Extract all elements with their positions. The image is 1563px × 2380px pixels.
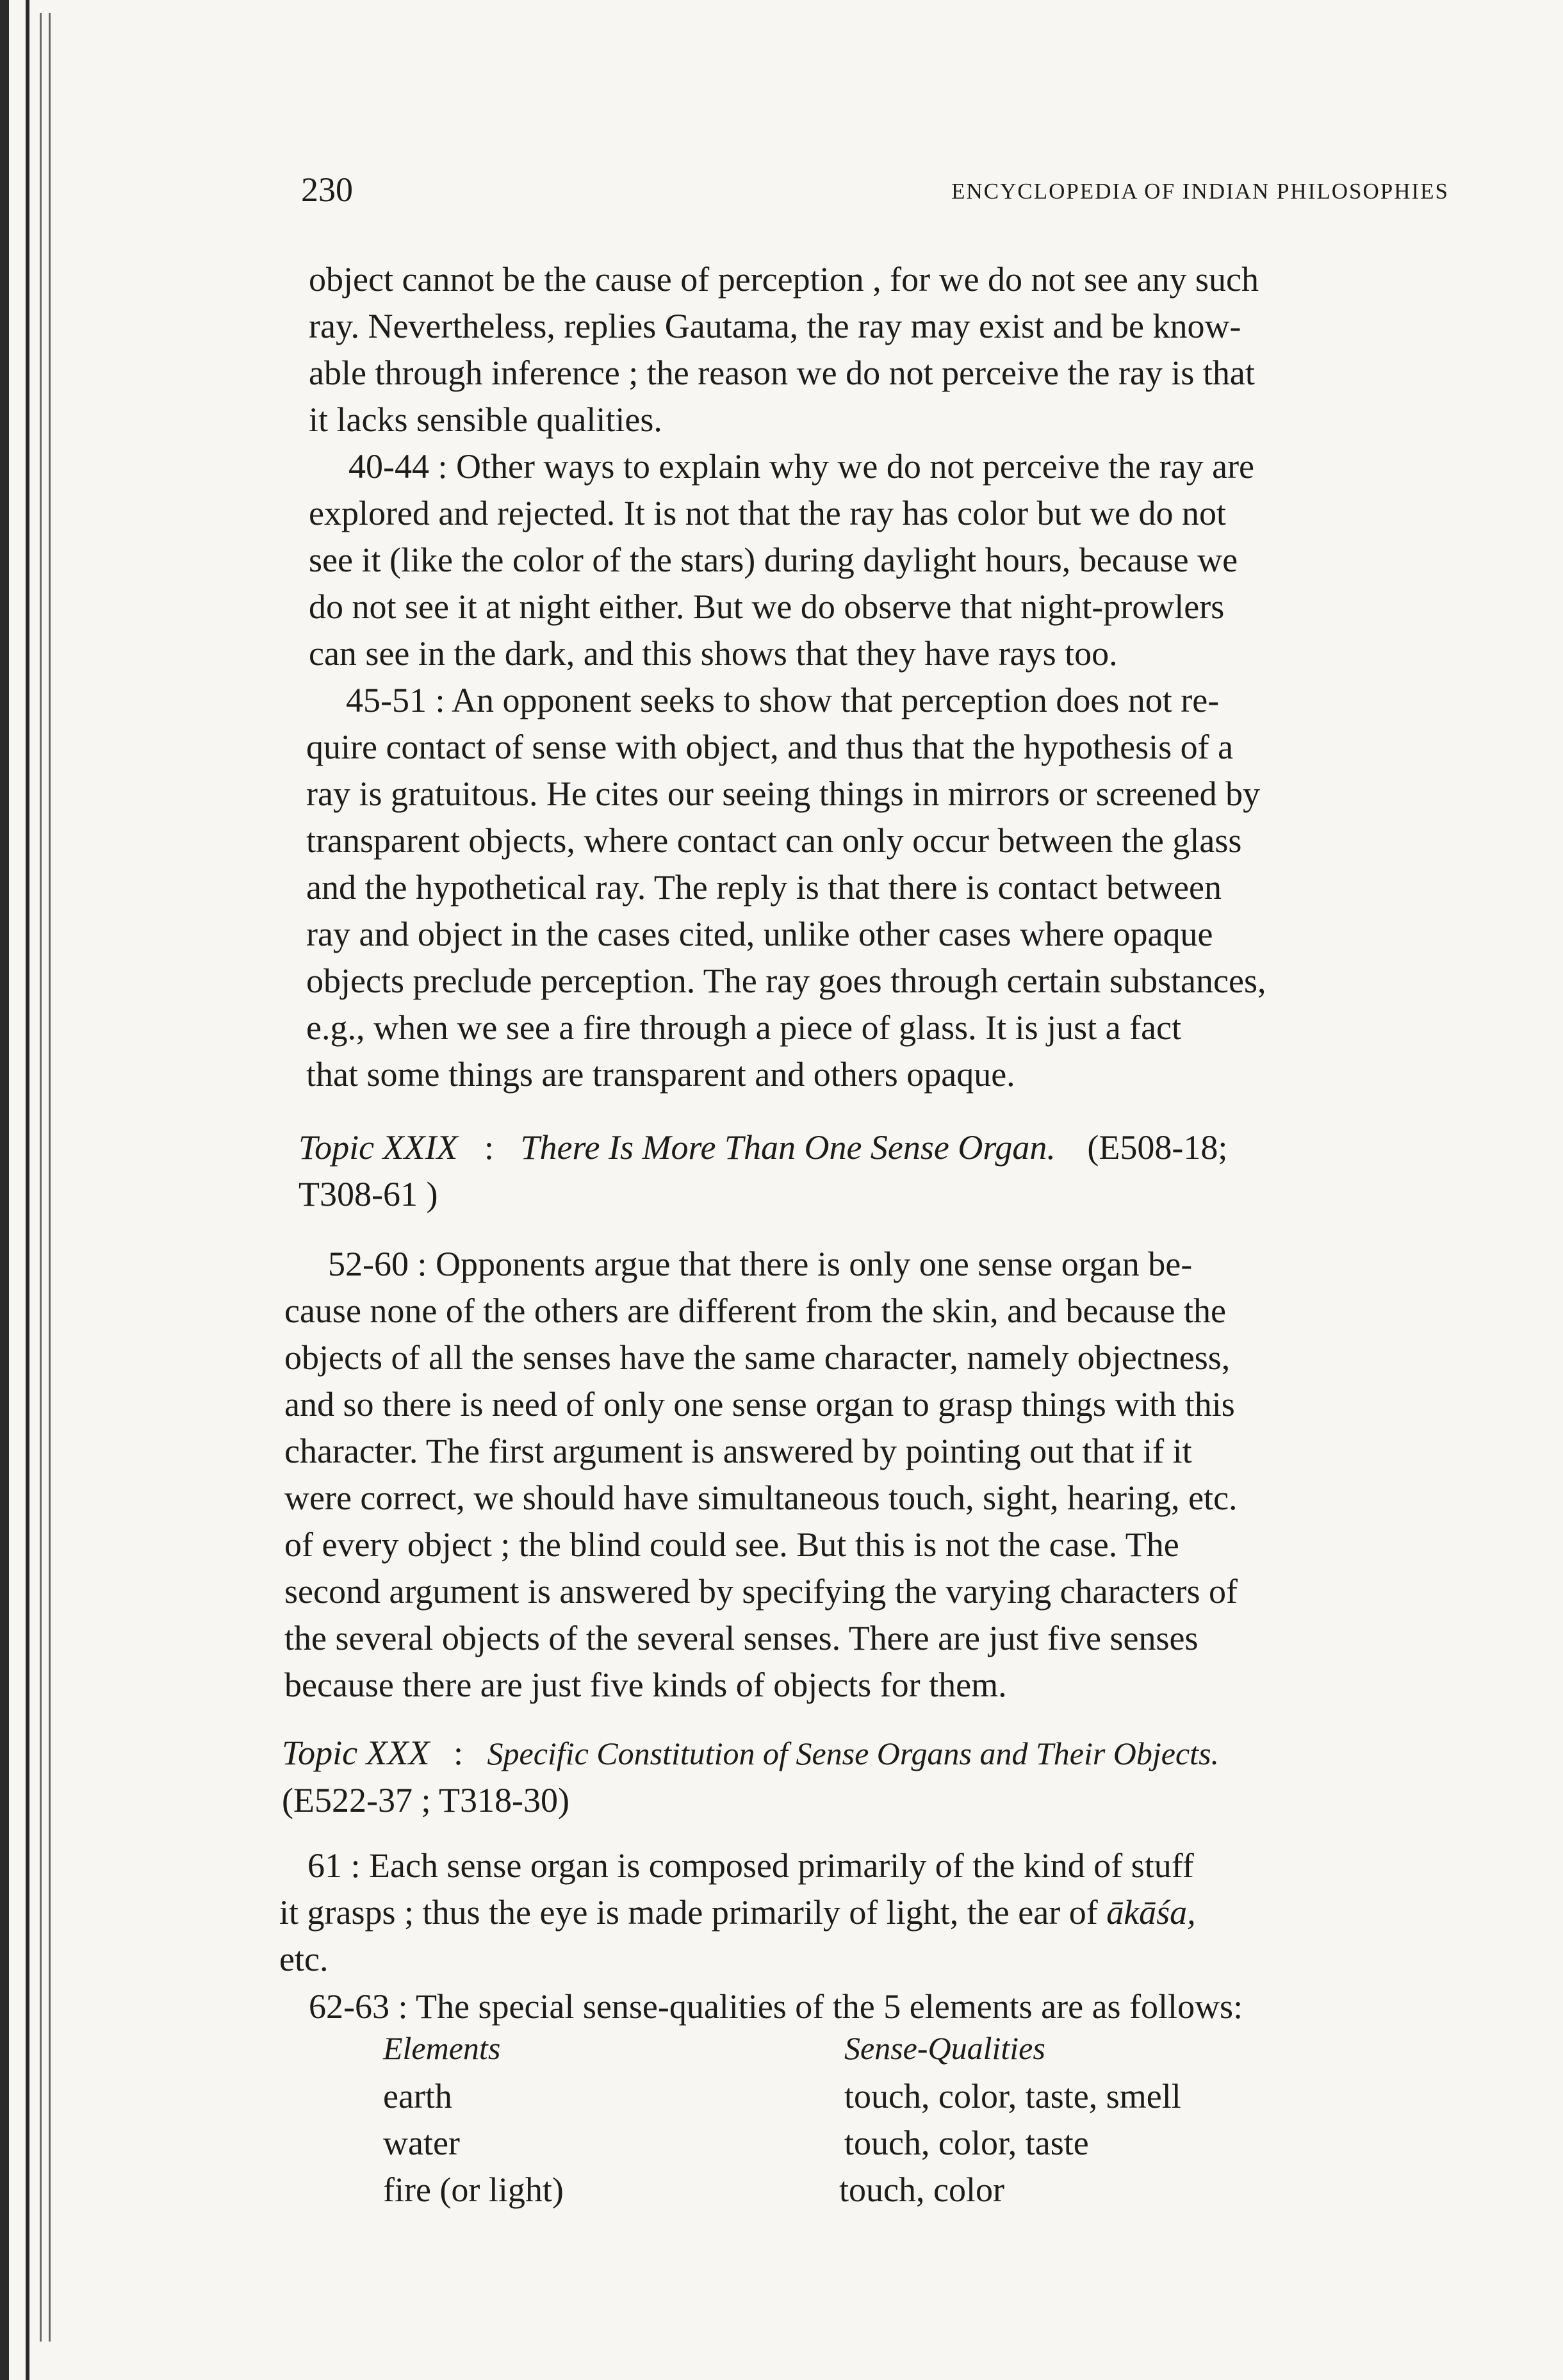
- topic-heading: [299, 1124, 1445, 1218]
- text-line: objects preclude perception. The ray goes through certain substances,: [306, 962, 1266, 1000]
- text-fragment: it grasps ; thus the eye is made primarily of light, the ear of: [279, 1893, 1107, 1932]
- text-line: e.g., when we see a fire through a piece of glass. It is just a fact: [306, 1008, 1182, 1047]
- topic-heading-line: [299, 1124, 1445, 1171]
- running-head: ENCYCLOPEDIA OF INDIAN PHILOSOPHIES: [951, 179, 1449, 204]
- text-line: can see in the dark, and this shows that they have rays too.: [309, 634, 1118, 673]
- topic-reference: T308-61 ): [299, 1175, 438, 1213]
- text-line: etc.: [279, 1940, 329, 1978]
- topic-heading: [282, 1730, 1448, 1824]
- text-line: it lacks sensible qualities.: [309, 400, 662, 439]
- text-line: because there are just five kinds of objects for them.: [284, 1666, 1007, 1704]
- text-line: object cannot be the cause of perception , for we do not see any such: [309, 260, 1259, 299]
- paragraph: [279, 1842, 1445, 1983]
- table-cell: fire (or light): [383, 2171, 564, 2209]
- text-line: second argument is answered by specifying the varying characters of: [284, 1572, 1238, 1611]
- page-header: [301, 170, 1449, 221]
- binding-rule: [49, 13, 51, 2342]
- table-header: Elements: [383, 2030, 501, 2066]
- topic-label: Topic XXX: [282, 1734, 430, 1772]
- text-line: do not see it at night either. But we do observe that night-prowlers: [309, 587, 1225, 626]
- paragraph: [309, 256, 1441, 443]
- topic-title: There Is More Than One Sense Organ.: [520, 1128, 1056, 1167]
- table-row: [383, 2123, 1344, 2170]
- paragraph: [309, 1983, 1449, 2030]
- paragraph: [309, 443, 1441, 677]
- table-cell: touch, color: [839, 2171, 1004, 2209]
- topic-separator: :: [484, 1128, 494, 1167]
- text-fragment-italic: ākāśa,: [1106, 1893, 1196, 1932]
- text-line: were correct, we should have simultaneous touch, sight, hearing, etc.: [284, 1479, 1238, 1517]
- table-cell: touch, color, taste: [844, 2124, 1089, 2162]
- elements-table: [383, 2030, 1344, 2217]
- table-row: [383, 2170, 1344, 2217]
- text-line: transparent objects, where contact can only occur between the glass: [306, 821, 1242, 860]
- topic-label: Topic XXIX: [299, 1128, 458, 1167]
- text-line: the several objects of the several senses. There are just five senses: [284, 1619, 1199, 1657]
- paragraph: [306, 677, 1440, 1098]
- topic-reference: (E508-18;: [1087, 1128, 1228, 1167]
- text-line: see it (like the color of the stars) during daylight hours, because we: [309, 541, 1238, 579]
- text-line: 45-51 : An opponent seeks to show that perception does not re-: [346, 681, 1220, 719]
- table-header-row: [383, 2030, 1344, 2076]
- text-line: ray. Nevertheless, replies Gautama, the ray may exist and be know-: [309, 307, 1241, 345]
- text-line: 61 : Each sense organ is composed primarily of the kind of stuff: [307, 1846, 1194, 1885]
- topic-reference: (E522-37 ; T318-30): [282, 1781, 569, 1819]
- table-cell: touch, color, taste, smell: [844, 2077, 1181, 2115]
- text-line: 40-44 : Other ways to explain why we do not perceive the ray are: [348, 447, 1255, 486]
- text-line: cause none of the others are different from the skin, and because the: [284, 1292, 1226, 1330]
- binding-edge: [26, 0, 29, 2380]
- topic-separator: :: [454, 1734, 464, 1772]
- table-header: Sense-Qualities: [844, 2030, 1045, 2066]
- text-line: [279, 1889, 1445, 1936]
- table-cell: water: [383, 2124, 460, 2162]
- binding-edge: [0, 0, 9, 2380]
- text-line: of every object ; the blind could see. But this is not the case. The: [284, 1525, 1179, 1564]
- table-row: [383, 2076, 1344, 2123]
- paragraph: [284, 1241, 1444, 1709]
- text-line: character. The first argument is answered by pointing out that if it: [284, 1432, 1192, 1470]
- text-line: ray is gratuitous. He cites our seeing things in mirrors or screened by: [306, 775, 1261, 813]
- text-line: 52-60 : Opponents argue that there is only one sense organ be-: [328, 1245, 1193, 1283]
- topic-heading-line: [282, 1730, 1448, 1777]
- text-line: and so there is need of only one sense organ to grasp things with this: [284, 1385, 1235, 1424]
- topic-title: Specific Constitution of Sense Organs and Their Objects.: [487, 1736, 1220, 1771]
- text-line: quire contact of sense with object, and thus that the hypothesis of a: [306, 728, 1234, 766]
- text-line: able through inference ; the reason we do not perceive the ray is that: [309, 354, 1255, 392]
- text-line: 62-63 : The special sense-qualities of the 5 elements are as follows:: [309, 1987, 1243, 2026]
- page-number: 230: [301, 170, 353, 209]
- text-line: ray and object in the cases cited, unlike other cases where opaque: [306, 915, 1213, 953]
- text-line: and the hypothetical ray. The reply is that there is contact between: [306, 868, 1222, 907]
- text-line: that some things are transparent and others opaque.: [306, 1055, 1015, 1094]
- table-cell: earth: [383, 2077, 452, 2115]
- text-line: objects of all the senses have the same character, namely objectness,: [284, 1338, 1231, 1377]
- binding-rule: [40, 13, 42, 2342]
- text-line: explored and rejected. It is not that the ray has color but we do not: [309, 494, 1227, 532]
